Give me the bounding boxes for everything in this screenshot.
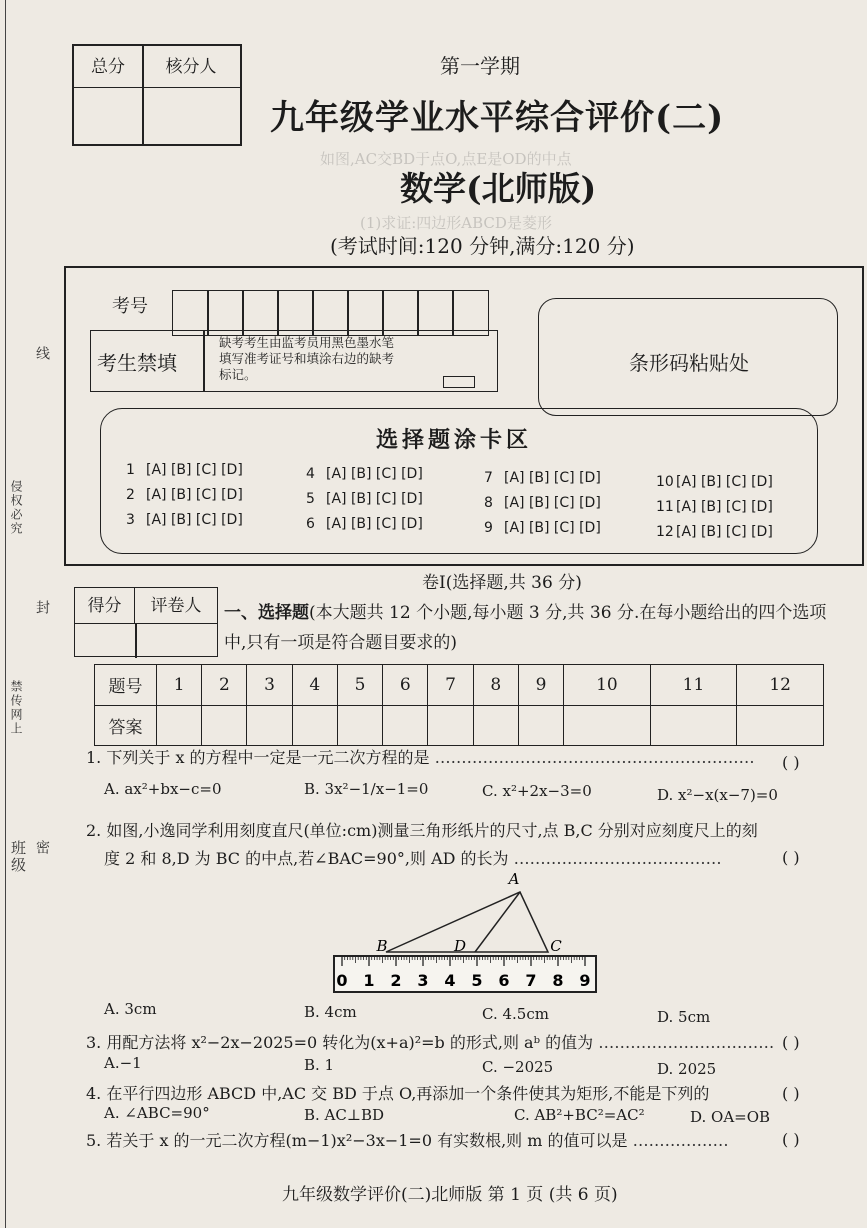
choice-item-5[interactable]: 5 [A] [B] [C] [D] — [306, 491, 423, 507]
barcode-area — [538, 298, 838, 416]
grid-question-number: 12 — [737, 665, 824, 706]
q3-option-d: D. 2025 — [657, 1060, 717, 1078]
choice-item-8[interactable]: 8 [A] [B] [C] [D] — [484, 495, 601, 511]
grid-answer-cell[interactable] — [518, 705, 563, 746]
grid-answer-cell[interactable] — [564, 705, 651, 746]
q4-option-b: B. AC⊥BD — [304, 1106, 385, 1124]
grader-score-label: 得分 — [75, 588, 135, 624]
question-2-stem-line1: 2. 如图,小逸同学利用刻度直尺(单位:cm)测量三角形纸片的尺寸,点 B,C 分别对应刻度尺上的刻 — [86, 821, 758, 840]
margin-line-label: 线 — [34, 346, 50, 362]
question-3-stem: 3. 用配方法将 x²−2x−2025=0 转化为(x+a)²=b 的形式,则 aᵇ 的值为 …………………………… — [86, 1033, 775, 1052]
median-ad — [475, 892, 520, 952]
grid-answer-label: 答案 — [95, 705, 157, 746]
score-checker-label: 核分人 — [142, 46, 240, 88]
choice-item-7[interactable]: 7 [A] [B] [C] [D] — [484, 470, 601, 486]
forbidden-label: 考生禁填 — [97, 351, 177, 375]
triangle-abc — [386, 892, 548, 952]
grid-answer-cell[interactable] — [737, 705, 824, 746]
answer-paren: ( ) — [782, 1033, 800, 1052]
grid-question-number: 3 — [247, 665, 292, 706]
grid-question-label: 题号 — [95, 665, 157, 706]
subject-title: 数学(北师版) — [400, 169, 597, 208]
choice-area-title: 选择题涂卡区 — [376, 427, 533, 453]
choice-item-1[interactable]: 1 [A] [B] [C] [D] — [126, 462, 243, 478]
grid-answer-cell[interactable] — [383, 705, 428, 746]
page-title: 九年级学业水平综合评价(二) — [270, 98, 725, 138]
q2-option-a: A. 3cm — [104, 1000, 157, 1018]
ruler-tick-label: 5 — [471, 971, 483, 990]
grid-answer-cell[interactable] — [292, 705, 337, 746]
choice-item-9[interactable]: 9 [A] [B] [C] [D] — [484, 520, 601, 536]
exam-time: (考试时间:120 分钟,满分:120 分) — [330, 234, 635, 258]
q1-option-d: D. x²−x(x−7)=0 — [657, 786, 778, 804]
ruler-tick-label: 0 — [336, 971, 348, 990]
grader-name-label: 评卷人 — [135, 588, 217, 624]
bleed-through-text: 如图,AC交BD于点O,点E是OD的中点 — [320, 150, 572, 168]
grid-question-number: 5 — [337, 665, 382, 706]
score-total-label: 总分 — [74, 46, 142, 88]
q3-option-a: A.−1 — [104, 1054, 142, 1072]
semester: 第一学期 — [440, 54, 520, 78]
section-intro — [224, 598, 844, 658]
grid-question-number: 1 — [157, 665, 202, 706]
ruler-tick-label: 4 — [444, 971, 456, 990]
grid-answer-cell[interactable] — [157, 705, 202, 746]
answer-paren: ( ) — [782, 753, 800, 772]
ruler-tick-label: 1 — [363, 971, 375, 990]
q4-option-a: A. ∠ABC=90° — [104, 1104, 210, 1122]
question-5-stem: 5. 若关于 x 的一元二次方程(m−1)x²−3x−1=0 有实数根,则 m 的值可以是 ……………… — [86, 1131, 729, 1150]
grid-answer-cell[interactable] — [202, 705, 247, 746]
page-footer: 九年级数学评价(二)北师版 第 1 页 (共 6 页) — [282, 1185, 618, 1205]
choice-item-10[interactable]: 10 [A] [B] [C] [D] — [656, 474, 773, 490]
absent-mark-box[interactable] — [443, 376, 475, 388]
point-label-c: C — [550, 937, 562, 955]
point-label-b: B — [376, 937, 388, 955]
answer-paren: ( ) — [782, 848, 800, 867]
choice-item-2[interactable]: 2 [A] [B] [C] [D] — [126, 487, 243, 503]
grid-answer-cell[interactable] — [428, 705, 473, 746]
grader-box — [74, 587, 218, 657]
bleed-through-text: (1)求证:四边形ABCD是菱形 — [360, 214, 552, 232]
section-text: (本大题共 12 个小题,每小题 3 分,共 36 分.在每小题给出的四个选项中,只有一项是符合题目要求的) — [224, 603, 827, 653]
ruler-triangle-figure — [330, 870, 600, 998]
question-1-stem: 1. 下列关于 x 的方程中一定是一元二次方程的是 …………………………………………………… — [86, 748, 755, 767]
choice-item-6[interactable]: 6 [A] [B] [C] [D] — [306, 516, 423, 532]
ruler-tick-label: 9 — [579, 971, 591, 990]
margin-notice: 侵权必究 — [9, 480, 23, 536]
question-2-stem-line2: 度 2 和 8,D 为 BC 的中点,若∠BAC=90°,则 AD 的长为 ………………………………… — [104, 849, 722, 868]
point-label-a: A — [508, 870, 520, 888]
ruler-tick-label: 7 — [525, 971, 537, 990]
answer-paren: ( ) — [782, 1084, 800, 1103]
grid-question-number: 7 — [428, 665, 473, 706]
choice-item-12[interactable]: 12 [A] [B] [C] [D] — [656, 524, 773, 540]
candidate-forbidden-box — [90, 330, 498, 392]
grid-answer-cell[interactable] — [650, 705, 737, 746]
q1-option-a: A. ax²+bx−c=0 — [104, 780, 222, 798]
q2-option-b: B. 4cm — [304, 1003, 357, 1021]
answer-paren: ( ) — [782, 1130, 800, 1149]
grid-answer-cell[interactable] — [337, 705, 382, 746]
section-heading: 一、选择题 — [224, 603, 309, 623]
answer-grid — [94, 664, 824, 746]
candidate-number-label: 考号 — [112, 296, 148, 317]
grid-question-number: 8 — [473, 665, 518, 706]
grid-question-number: 9 — [518, 665, 563, 706]
grid-question-number: 2 — [202, 665, 247, 706]
forbidden-text: 缺考考生由监考员用黑色墨水笔填写准考证号和填涂右边的缺考标记。 — [219, 335, 395, 382]
q3-option-b: B. 1 — [304, 1056, 335, 1074]
binding-line — [5, 0, 6, 1228]
q1-option-c: C. x²+2x−3=0 — [482, 782, 592, 800]
ruler-tick-label: 8 — [552, 971, 564, 990]
grid-question-number: 6 — [383, 665, 428, 706]
volume-heading: 卷Ⅰ(选择题,共 36 分) — [422, 573, 582, 593]
choice-item-11[interactable]: 11 [A] [B] [C] [D] — [656, 499, 773, 515]
ruler-tick-label: 6 — [498, 971, 510, 990]
q1-option-b: B. 3x²−1/x−1=0 — [304, 780, 429, 798]
grid-answer-cell[interactable] — [473, 705, 518, 746]
point-label-d: D — [453, 937, 467, 955]
q3-option-c: C. −2025 — [482, 1058, 554, 1076]
choice-item-4[interactable]: 4 [A] [B] [C] [D] — [306, 466, 423, 482]
margin-secret-label: 密 — [34, 840, 50, 856]
grid-question-number: 10 — [564, 665, 651, 706]
grid-question-number: 4 — [292, 665, 337, 706]
margin-class-label: 班级 — [9, 840, 27, 874]
grid-answer-cell[interactable] — [247, 705, 292, 746]
q2-option-c: C. 4.5cm — [482, 1005, 549, 1023]
score-box — [72, 44, 242, 146]
barcode-label: 条形码粘贴处 — [629, 351, 749, 375]
choice-item-3[interactable]: 3 [A] [B] [C] [D] — [126, 512, 243, 528]
margin-seal-label: 封 — [34, 600, 50, 616]
q4-option-d: D. OA=OB — [690, 1108, 771, 1126]
margin-notice: 禁传网上 — [9, 680, 23, 736]
ruler-tick-label: 2 — [390, 971, 402, 990]
q2-option-d: D. 5cm — [657, 1008, 711, 1026]
question-4-stem: 4. 在平行四边形 ABCD 中,AC 交 BD 于点 O,再添加一个条件使其为矩形,不能是下列的 — [86, 1084, 710, 1103]
ruler-tick-label: 3 — [417, 971, 429, 990]
q4-option-c: C. AB²+BC²=AC² — [514, 1106, 645, 1124]
grid-question-number: 11 — [650, 665, 737, 706]
